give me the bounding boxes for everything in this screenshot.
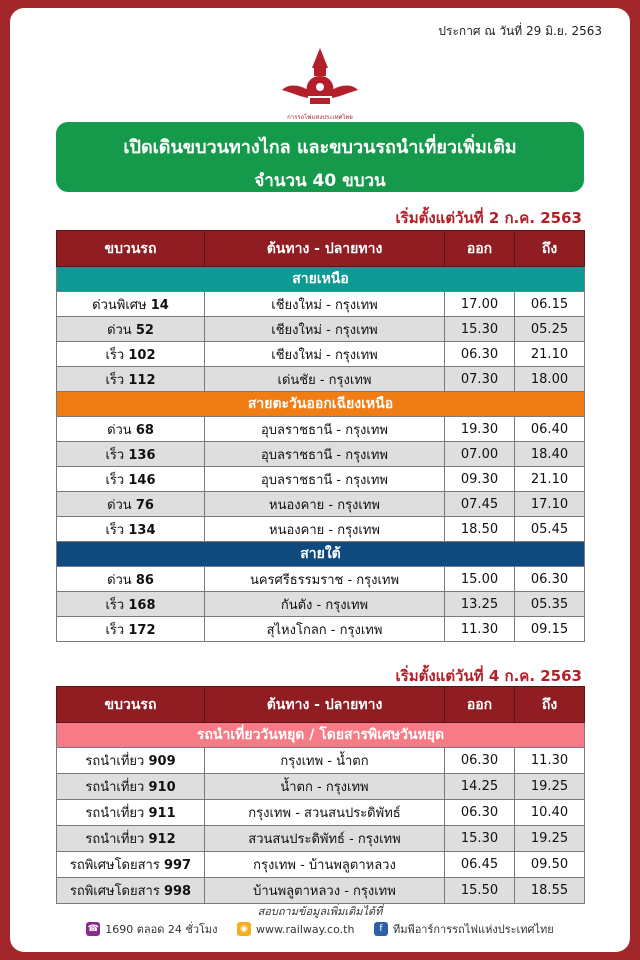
train-type: รถพิเศษโดยสาร [69,884,160,899]
contact-website[interactable] [237,922,354,936]
depart-cell: 14.25 [445,774,515,800]
section-title: สายตะวันออกเฉียงเหนือ [57,392,585,417]
arrive-cell: 09.15 [515,617,585,642]
facebook-text: ทีมพีอาร์การรถไฟแห่งประเทศไทย [392,923,554,936]
announcement-date: ประกาศ ณ วันที่ 29 มิ.ย. 2563 [438,24,602,38]
section-title: สายใต้ [57,542,585,567]
table-row [57,567,585,592]
depart-cell: 17.00 [445,292,515,317]
header-arrive: ถึง [515,231,585,267]
arrive-cell: 05.35 [515,592,585,617]
header-train: ขบวนรถ [57,687,205,723]
route-cell: เชียงใหม่ - กรุงเทพ [205,342,445,367]
train-cell [57,852,205,878]
train-cell [57,774,205,800]
train-number: 112 [128,372,156,388]
train-type: รถนำเที่ยว [85,780,145,795]
table-row [57,367,585,392]
depart-cell: 09.30 [445,467,515,492]
section-header-row [57,542,585,567]
train-number: 102 [128,347,156,363]
depart-cell: 18.50 [445,517,515,542]
train-number: 52 [135,322,154,338]
route-cell: บ้านพลูตาหลวง - กรุงเทพ [205,878,445,904]
table-row [57,492,585,517]
train-number: 910 [148,780,176,795]
route-cell: นครศรีธรรมราช - กรุงเทพ [205,567,445,592]
train-cell [57,617,205,642]
table-row [57,617,585,642]
route-cell: อุบลราชธานี - กรุงเทพ [205,442,445,467]
route-cell: หนองคาย - กรุงเทพ [205,492,445,517]
train-type: เร็ว [105,622,125,638]
route-cell: กันตัง - กรุงเทพ [205,592,445,617]
train-cell [57,592,205,617]
table-row [57,317,585,342]
route-cell: น้ำตก - กรุงเทพ [205,774,445,800]
train-number: 172 [128,622,156,638]
train-number: 909 [148,754,176,769]
depart-cell: 07.45 [445,492,515,517]
route-cell: กรุงเทพ - สวนสนประดิพัทธ์ [205,800,445,826]
table-row [57,467,585,492]
train-cell [57,878,205,904]
depart-cell: 06.30 [445,342,515,367]
header-depart: ออก [445,231,515,267]
train-type: ด่วน [107,322,132,338]
route-cell: อุบลราชธานี - กรุงเทพ [205,417,445,442]
depart-cell: 15.00 [445,567,515,592]
table-row [57,292,585,317]
train-cell [57,292,205,317]
table-row [57,592,585,617]
train-cell [57,342,205,367]
route-cell: สุไหงโกลก - กรุงเทพ [205,617,445,642]
train-type: รถนำเที่ยว [85,754,145,769]
depart-cell: 06.30 [445,800,515,826]
section-header-row [57,392,585,417]
title-banner [56,122,584,192]
footer-note: สอบถามข้อมูลเพิ่มเติมได้ที่ [257,905,383,918]
route-cell: อุบลราชธานี - กรุงเทพ [205,467,445,492]
train-type: ด่วนพิเศษ [92,297,147,313]
depart-cell: 11.30 [445,617,515,642]
table-row [57,826,585,852]
header-arrive: ถึง [515,687,585,723]
depart-cell: 15.50 [445,878,515,904]
depart-cell: 06.30 [445,748,515,774]
phone-icon: ☎ [87,924,99,934]
train-type: เร็ว [105,347,125,363]
depart-cell: 15.30 [445,826,515,852]
arrive-cell: 11.30 [515,748,585,774]
arrive-cell: 21.10 [515,467,585,492]
header-depart: ออก [445,687,515,723]
train-number: 912 [148,832,176,847]
train-type: เร็ว [105,447,125,463]
train-cell [57,567,205,592]
route-cell: เชียงใหม่ - กรุงเทพ [205,317,445,342]
section-header-row [57,267,585,292]
table-header-row [57,231,585,267]
depart-cell: 06.45 [445,852,515,878]
table-row [57,774,585,800]
facebook-icon: f [374,922,388,936]
train-cell [57,367,205,392]
route-cell: สวนสนประดิพัทธ์ - กรุงเทพ [205,826,445,852]
train-cell [57,317,205,342]
train-type: เร็ว [105,472,125,488]
arrive-cell: 18.55 [515,878,585,904]
table-row [57,748,585,774]
train-type: ด่วน [107,572,132,588]
section-title: สายเหนือ [57,267,585,292]
section1-start-date: เริ่มตั้งแต่วันที่ 2 ก.ค. 2563 [395,209,582,227]
section-title: รถนำเที่ยววันหยุด / โดยสารพิเศษวันหยุด [57,723,585,748]
train-number: 997 [163,858,192,873]
route-cell: กรุงเทพ - บ้านพลูตาหลวง [205,852,445,878]
depart-cell: 07.30 [445,367,515,392]
train-type: รถพิเศษโดยสาร [69,858,160,873]
schedule-table-2 [56,686,585,904]
train-number: 998 [163,884,192,899]
train-number: 86 [135,572,154,588]
depart-cell: 07.00 [445,442,515,467]
table-row [57,417,585,442]
train-number: 14 [150,297,169,313]
table-row [57,442,585,467]
arrive-cell: 06.30 [515,567,585,592]
arrive-cell: 05.45 [515,517,585,542]
train-type: เร็ว [105,372,125,388]
depart-cell: 19.30 [445,417,515,442]
train-cell [57,800,205,826]
contact-phone[interactable] [86,920,217,938]
web-icon: ◉ [237,922,251,936]
train-type: ด่วน [107,422,132,438]
train-type: ด่วน [107,497,132,513]
phone-text: 1690 ตลอด 24 ชั่วโมง [105,923,218,936]
arrive-cell: 18.00 [515,367,585,392]
train-number: 168 [128,597,156,613]
train-number: 136 [128,447,156,463]
train-cell [57,826,205,852]
train-cell [57,467,205,492]
arrive-cell: 06.40 [515,417,585,442]
route-cell: เชียงใหม่ - กรุงเทพ [205,292,445,317]
train-cell [57,517,205,542]
train-number: 134 [128,522,156,538]
website-text: www.railway.co.th [256,922,355,936]
arrive-cell: 09.50 [515,852,585,878]
section2-start-date: เริ่มตั้งแต่วันที่ 4 ก.ค. 2563 [395,667,582,685]
depart-cell: 13.25 [445,592,515,617]
header-train: ขบวนรถ [57,231,205,267]
train-cell [57,442,205,467]
depart-cell: 15.30 [445,317,515,342]
poster-card [10,8,630,952]
arrive-cell: 17.10 [515,492,585,517]
contact-facebook[interactable] [374,920,554,938]
train-cell [57,417,205,442]
table-row [57,800,585,826]
train-number: 76 [135,497,154,513]
table-row [57,517,585,542]
train-number: 911 [148,806,176,821]
table-header-row [57,687,585,723]
banner-title: เปิดเดินขบวนทางไกล และขบวนรถนำเที่ยวเพิ่มเติม [123,137,517,158]
train-type: รถนำเที่ยว [85,806,145,821]
train-cell [57,748,205,774]
header-route: ต้นทาง - ปลายทาง [205,231,445,267]
arrive-cell: 21.10 [515,342,585,367]
train-type: เร็ว [105,522,125,538]
arrive-cell: 19.25 [515,826,585,852]
arrive-cell: 10.40 [515,800,585,826]
logo-caption: การรถไฟแห่งประเทศไทย [287,114,353,121]
arrive-cell: 19.25 [515,774,585,800]
table-row [57,878,585,904]
train-number: 68 [135,422,154,438]
header-route: ต้นทาง - ปลายทาง [205,687,445,723]
route-cell: เด่นชัย - กรุงเทพ [205,367,445,392]
table-row [57,852,585,878]
train-number: 146 [128,472,156,488]
route-cell: หนองคาย - กรุงเทพ [205,517,445,542]
arrive-cell: 18.40 [515,442,585,467]
train-type: รถนำเที่ยว [85,832,145,847]
section-header-row [57,723,585,748]
train-cell [57,492,205,517]
table-row [57,342,585,367]
arrive-cell: 05.25 [515,317,585,342]
arrive-cell: 06.15 [515,292,585,317]
train-type: เร็ว [105,597,125,613]
schedule-table-1 [56,230,585,642]
contact-bar [10,920,630,938]
route-cell: กรุงเทพ - น้ำตก [205,748,445,774]
banner-subtitle: จำนวน 40 ขบวน [254,171,386,191]
